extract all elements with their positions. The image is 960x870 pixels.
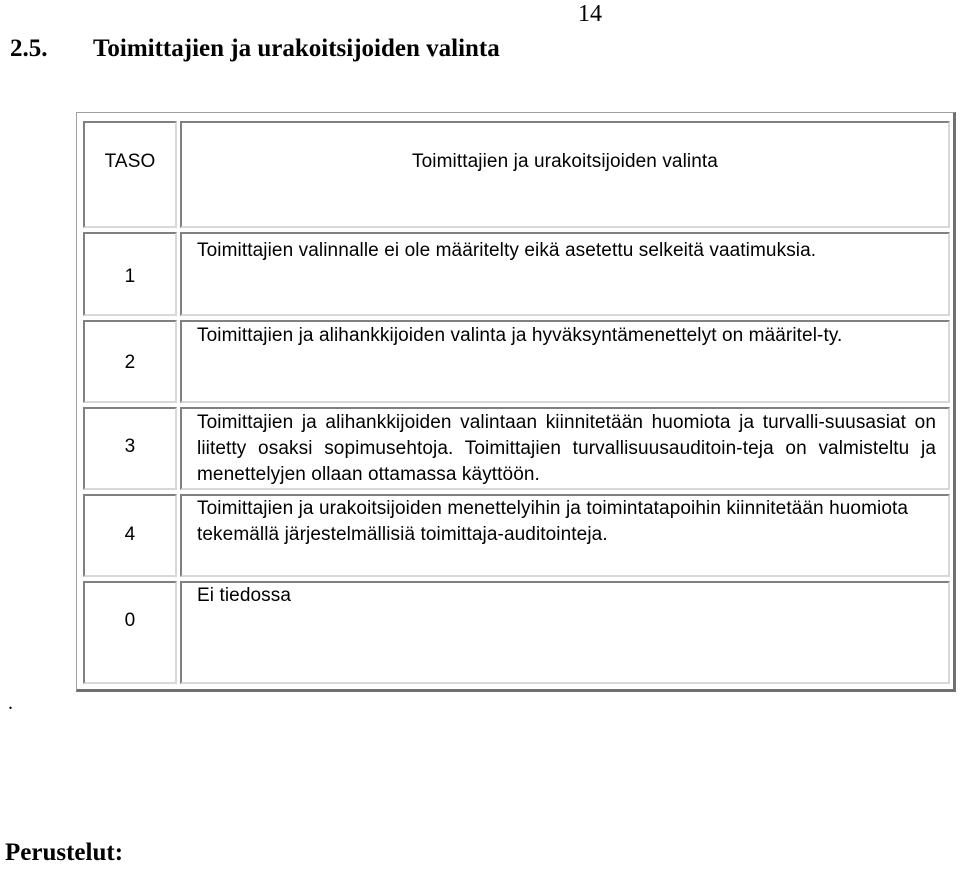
row-level-value: 3 (124, 436, 136, 457)
row-level-value: 2 (124, 352, 136, 373)
row-level-value: 0 (124, 610, 136, 631)
table-row-level-cell (83, 232, 177, 316)
table-row-description-cell (180, 581, 950, 684)
row-description-text: Toimittajien ja alihankkijoiden valintaan kiinnitetään huomiota ja turvalli-suusasiat on liitetty osaksi sopimusehtoja. Toimittajien turvallisuusauditoin-teja on valmisteltu ja menettelyjen ollaan ottamassa käyttöön. (197, 412, 936, 485)
table-row-description-cell (180, 407, 950, 490)
table-row-level-cell (83, 407, 177, 490)
header-level-cell (83, 121, 177, 228)
table-row-description-cell (180, 232, 950, 316)
row-description-text: Toimittajien valinnalle ei ole määritelty eikä asetettu selkeitä vaatimuksia. (197, 240, 817, 261)
header-level-label: TASO (104, 151, 156, 172)
stray-mark: . (8, 692, 13, 714)
row-level-value: 4 (124, 524, 136, 545)
table-row-level-cell (83, 494, 177, 577)
table-row-description-cell (180, 320, 950, 403)
row-description-text: Toimittajien ja alihankkijoiden valinta ja hyväksyntämenettelyt on määritel-ty. (197, 325, 843, 346)
perustelut-label: Perustelut: (5, 839, 124, 866)
section-title: Toimittajien ja urakoitsijoiden valinta (93, 35, 500, 62)
table-row-level-cell (83, 581, 177, 684)
table-row-description-cell (180, 494, 950, 577)
header-description-label: Toimittajien ja urakoitsijoiden valinta (412, 151, 718, 172)
row-description-text: Ei tiedossa (197, 585, 292, 606)
page-number: 14 (578, 1, 602, 27)
header-description-cell (180, 121, 950, 228)
table-row-level-cell (83, 320, 177, 403)
row-level-value: 1 (124, 266, 136, 287)
section-number: 2.5. (10, 35, 48, 62)
section-heading (10, 34, 500, 64)
row-description-text: Toimittajien ja urakoitsijoiden menettelyihin ja toimintatapoihin kiinnitetään huomiota tekemällä järjestelmällisiä toimittaja-auditointeja. (197, 498, 909, 545)
